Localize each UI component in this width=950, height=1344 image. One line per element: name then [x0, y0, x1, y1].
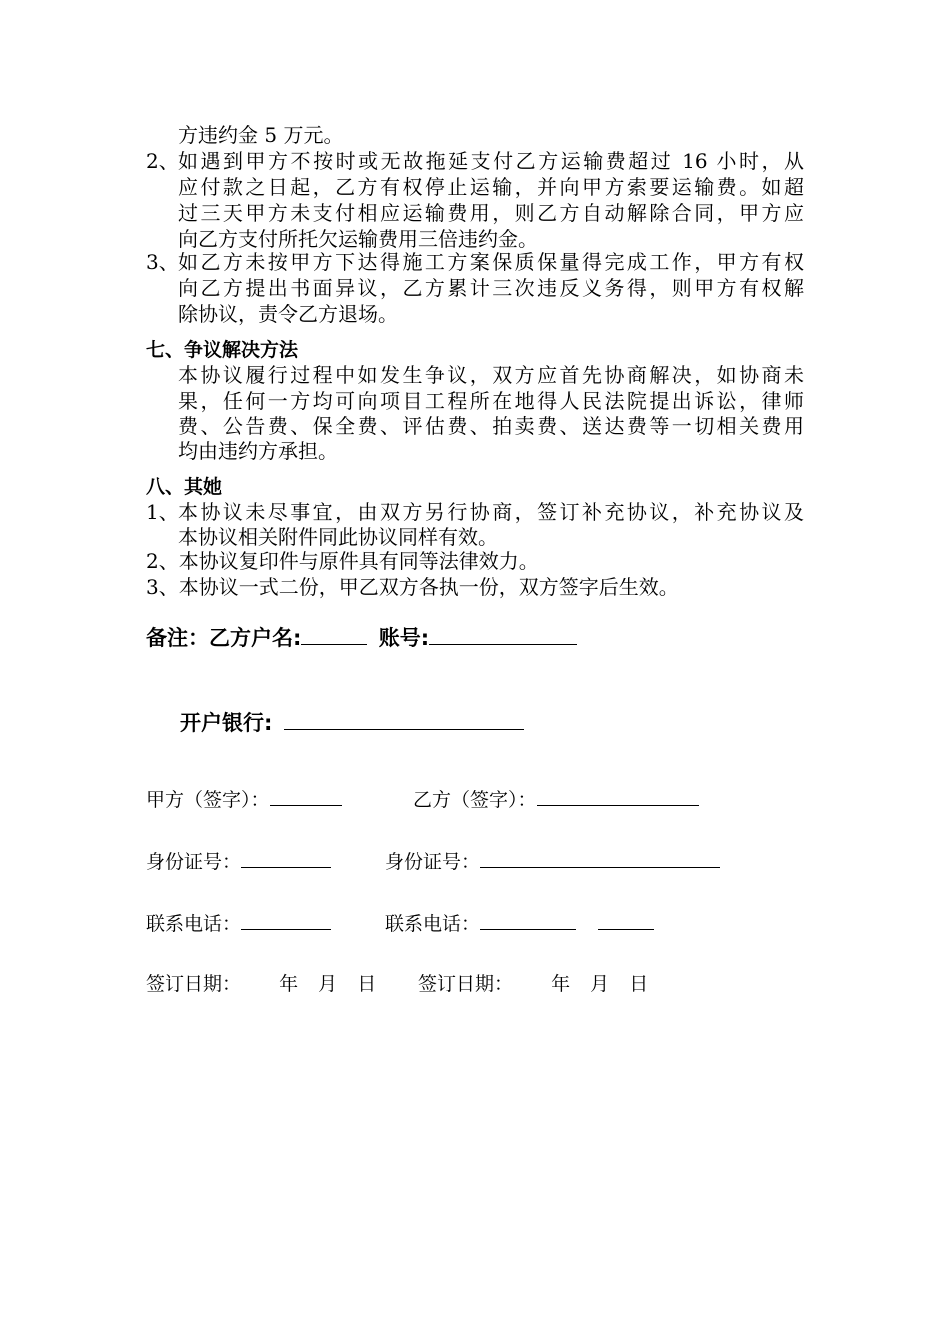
remark-line: [146, 624, 577, 651]
remark-label: 备注：乙方户名:: [146, 626, 302, 650]
party-a-sign-label: 甲方（签字）：: [146, 789, 270, 811]
account-number-blank[interactable]: [429, 624, 577, 645]
account-label: 账号:: [378, 626, 430, 650]
signature-row: [413, 785, 699, 813]
clause-text: 本协议履行过程中如发生争议，双方应首先协商解决，如协商未: [178, 363, 804, 387]
party-a-date-label: 签订日期：: [146, 973, 242, 995]
section-heading: 八、其她: [146, 476, 223, 498]
date-row: [146, 971, 376, 997]
clause-text: 向乙方提出书面异议，乙方累计三次违反义务得，则甲方有权解: [178, 276, 804, 300]
section-heading: 七、争议解决方法: [146, 339, 299, 361]
clause-text: 向乙方支付所托欠运输费用三倍违约金。: [178, 227, 538, 251]
party-a-phone-label: 联系电话：: [146, 913, 242, 935]
bank-blank[interactable]: [284, 709, 524, 730]
party-b-phone-label: 联系电话：: [385, 913, 481, 935]
party-b-sign-label: 乙方（签字）：: [413, 789, 537, 811]
account-name-blank[interactable]: [301, 624, 367, 645]
date-month: 月: [590, 973, 610, 995]
party-b-sign-blank[interactable]: [537, 785, 699, 806]
date-year: 年: [551, 973, 571, 995]
party-a-id-blank[interactable]: [241, 847, 331, 868]
bank-line: [180, 709, 524, 736]
date-row: [418, 971, 648, 997]
clause-number: 1、: [146, 500, 179, 524]
date-year: 年: [279, 973, 299, 995]
phone-row: [385, 909, 654, 937]
party-b-date-label: 签订日期：: [418, 973, 514, 995]
party-b-phone-blank[interactable]: [480, 909, 576, 930]
clause-text: 本协议相关附件同此协议同样有效。: [178, 525, 498, 549]
clause-text: 过三天甲方未支付相应运输费用，则乙方自动解除合同，甲方应: [178, 201, 804, 225]
id-row: [385, 847, 720, 875]
clause-text: 除协议，责令乙方退场。: [178, 302, 398, 326]
clause-text: 果，任何一方均可向项目工程所在地得人民法院提出诉讼，律师: [178, 389, 804, 413]
clause-text: 如遇到甲方不按时或无故拖延支付乙方运输费超过 16 小时，从: [178, 149, 804, 173]
clause-text: 费、公告费、保全费、评估费、拍卖费、送达费等一切相关费用: [178, 414, 804, 438]
clause-text: 本协议未尽事宜，由双方另行协商，签订补充协议，补充协议及: [178, 500, 804, 524]
party-b-id-label: 身份证号：: [385, 851, 481, 873]
party-b-phone-blank-extra[interactable]: [598, 909, 654, 930]
date-month: 月: [318, 973, 338, 995]
clause-text: 如乙方未按甲方下达得施工方案保质保量得完成工作，甲方有权: [178, 250, 804, 274]
party-a-id-label: 身份证号：: [146, 851, 242, 873]
clause-text: 3、本协议一式二份，甲乙双方各执一份，双方签字后生效。: [146, 575, 679, 599]
clause-number: 2、: [146, 149, 179, 173]
clause-text: 应付款之日起，乙方有权停止运输，并向甲方索要运输费。如超: [178, 175, 804, 199]
clause-text: 2、本协议复印件与原件具有同等法律效力。: [146, 549, 539, 573]
signature-row: [146, 785, 342, 813]
id-row: [146, 847, 331, 875]
clause-text: 均由违约方承担。: [178, 439, 338, 463]
clause-number: 3、: [146, 250, 179, 274]
phone-row: [146, 909, 331, 937]
bank-label: 开户银行:: [180, 711, 273, 735]
date-day: 日: [357, 973, 377, 995]
party-a-phone-blank[interactable]: [241, 909, 331, 930]
party-b-id-blank[interactable]: [480, 847, 720, 868]
date-day: 日: [629, 973, 649, 995]
clause-text: 方违约金 5 万元。: [178, 123, 344, 147]
party-a-sign-blank[interactable]: [270, 785, 342, 806]
